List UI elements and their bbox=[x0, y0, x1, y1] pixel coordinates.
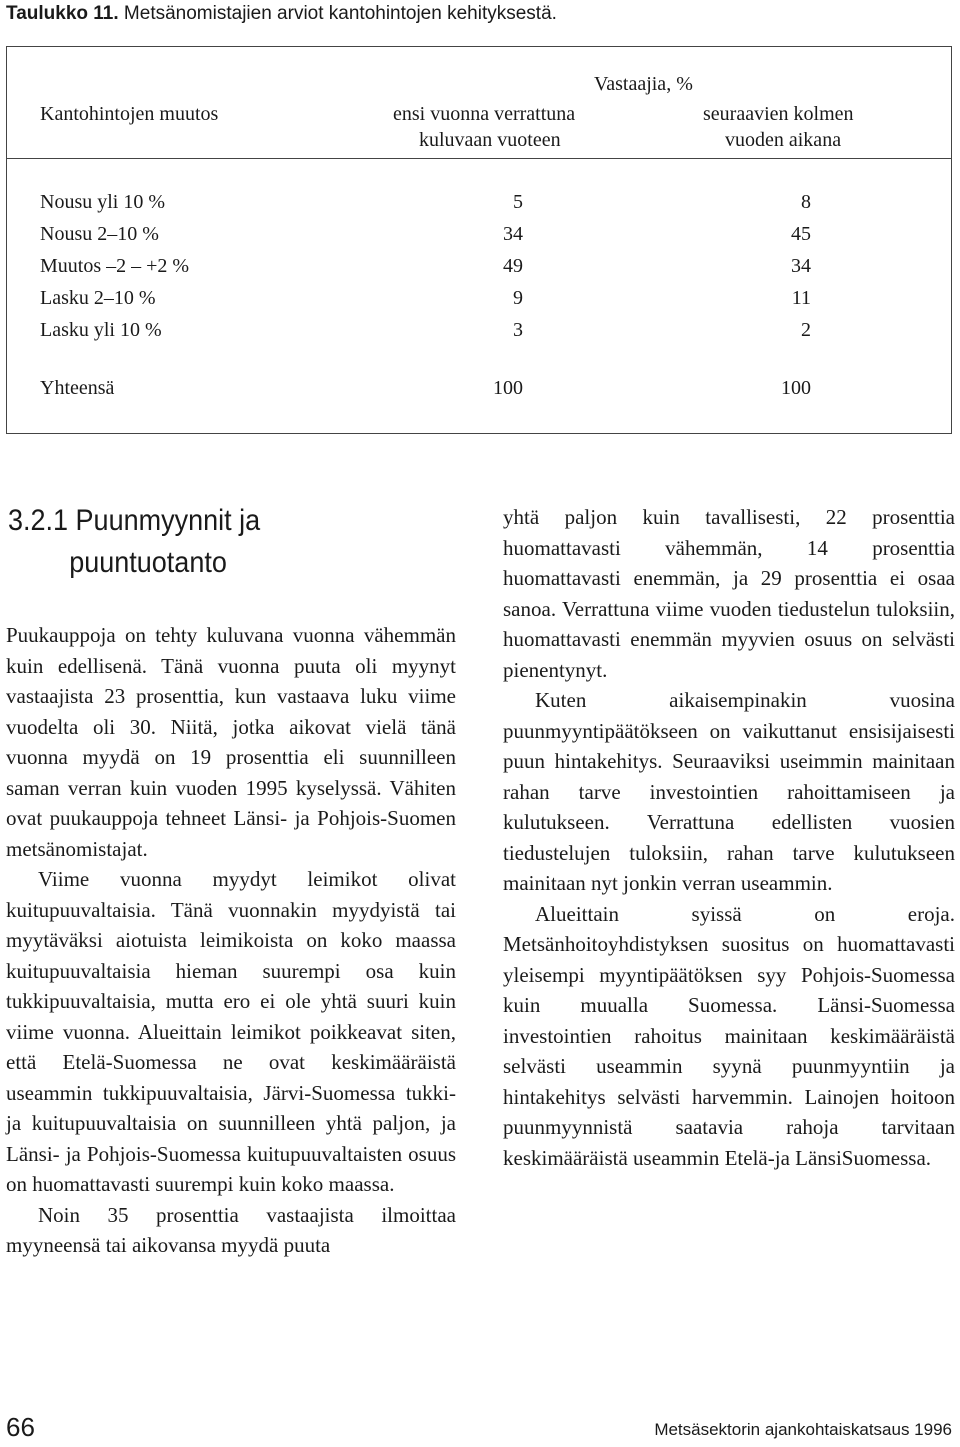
table-caption-text: Metsänomistajien arviot kantohintojen kehityksestä. bbox=[123, 3, 557, 24]
section-heading-line-2: puuntuotanto bbox=[69, 546, 227, 579]
row-value-next-year: 49 bbox=[503, 255, 523, 277]
total-label: Yhteensä bbox=[40, 377, 115, 399]
row-value-three-years: 2 bbox=[801, 319, 811, 341]
data-table bbox=[6, 46, 952, 434]
table-col-header-next-year-1: ensi vuonna verrattuna bbox=[393, 103, 576, 125]
table-caption bbox=[6, 0, 557, 28]
paragraph: Viime vuonna myydyt leimikot olivat kuitupuuvaltaisia. Tänä vuonnakin myydyistä tai myytäväksi aiotuista leimikoista on koko maassa kuitupuuvaltaisia hieman suurempi osa kuin tukkipuuvaltaisia, mutta ero ei ole yhtä suuri kuin viime vuonna. Alueittain leimikot poikkeavat siten, että Etelä-Suomessa ne ovat keskimääräistä useammin tukkipuuvaltaisia, Järvi-Suomessa tukki- ja kuitupuuvaltaisia on suunnilleen yhtä paljon, ja Länsi- ja Pohjois-Suomessa kuitupuuvaltaisten osuus on huomattavasti suurempi kuin koko maassa. bbox=[6, 867, 456, 1196]
row-label: Nousu 2–10 % bbox=[40, 223, 159, 245]
row-label: Lasku yli 10 % bbox=[40, 319, 162, 341]
table-header-rule bbox=[7, 158, 951, 159]
page-number: 66 bbox=[6, 1412, 35, 1442]
table-caption-number: Taulukko 11. bbox=[6, 3, 119, 24]
table-col-header-three-years-1: seuraavien kolmen bbox=[703, 103, 854, 125]
row-value-next-year: 34 bbox=[503, 223, 523, 245]
table-col-header-three-years-2: vuoden aikana bbox=[725, 129, 842, 151]
section-heading-line-1: 3.2.1 Puunmyynnit ja bbox=[8, 504, 261, 537]
row-value-next-year: 5 bbox=[513, 191, 523, 213]
row-label: Muutos –2 – +2 % bbox=[40, 255, 190, 277]
paragraph: Noin 35 prosenttia vastaajista ilmoittaa myyneensä tai aikovansa myydä puuta bbox=[6, 1202, 456, 1257]
row-label: Nousu yli 10 % bbox=[40, 191, 165, 213]
paragraph: yhtä paljon kuin tavallisesti, 22 prosenttia huomattavasti vähemmän, 14 prosenttia huomattavasti enemmän, ja 29 prosenttia ei osaa sanoa. Verrattuna viime vuoden tiedustelun tuloksiin, huomattavasti enemmän myyvien osuus on selvästi pienentynyt. bbox=[503, 505, 955, 682]
table-col-header-next-year-2: kuluvaan vuoteen bbox=[419, 129, 561, 151]
section-heading bbox=[8, 500, 260, 584]
paragraph: Alueittain syissä on eroja. Metsänhoitoyhdistyksen suositus on huomattavasti yleisempi myyntipäätöksen syy Pohjois-Suomessa kuin muualla Suomessa. Länsi-Suomessa investointien rahoitus mainitaan keskimääräistä selvästi useammin syynä puunmyyntiin ja hintakehitys selvästi harvemmin. Lainojen hoitoon puunmyynnistä saatavia rahoja tarvitaan keskimääräistä useammin Etelä-ja LänsiSuomessa. bbox=[503, 901, 955, 1170]
paragraph: Puukauppoja on tehty kuluvana vuonna vähemmän kuin edellisenä. Tänä vuonna puuta oli myynyt vastaajista 23 prosenttia, kun vastaava luku viime vuodelta oli 30. Niitä, jotka aikovat vielä tänä vuonna myydä on 19 prosenttia eli suunnilleen saman verran kuin vuoden 1995 kyselyssä. Vähiten ovat puukauppoja tehneet Länsi- ja Pohjois-Suomen metsänomistajat. bbox=[6, 623, 456, 861]
row-value-three-years: 34 bbox=[791, 255, 811, 277]
total-value-three-years: 100 bbox=[781, 377, 811, 399]
table-header-group: Vastaajia, % bbox=[594, 73, 693, 95]
row-value-three-years: 45 bbox=[791, 223, 811, 245]
row-value-next-year: 3 bbox=[513, 319, 523, 341]
row-value-three-years: 11 bbox=[791, 287, 811, 309]
row-value-three-years: 8 bbox=[801, 191, 811, 213]
row-label: Lasku 2–10 % bbox=[40, 287, 156, 309]
left-column bbox=[6, 620, 456, 1261]
paragraph: Kuten aikaisempinakin vuosina puunmyyntipäätökseen on vaikuttanut ensisijaisesti puun hintakehitys. Seuraaviksi useimmin mainitaan rahan tarve investointien rahoittamiseen ja kulutukseen. Verrattuna edellisten vuosien tiedustelujen tuloksiin, rahan tarve kulutukseen mainitaan nyt jonkin verran useammin. bbox=[503, 688, 955, 895]
publication-title: Metsäsektorin ajankohtaiskatsaus 1996 bbox=[654, 1420, 952, 1439]
total-value-next-year: 100 bbox=[493, 377, 523, 399]
table-col-header-change: Kantohintojen muutos bbox=[40, 103, 219, 125]
row-value-next-year: 9 bbox=[513, 287, 523, 309]
right-column bbox=[503, 502, 955, 1173]
